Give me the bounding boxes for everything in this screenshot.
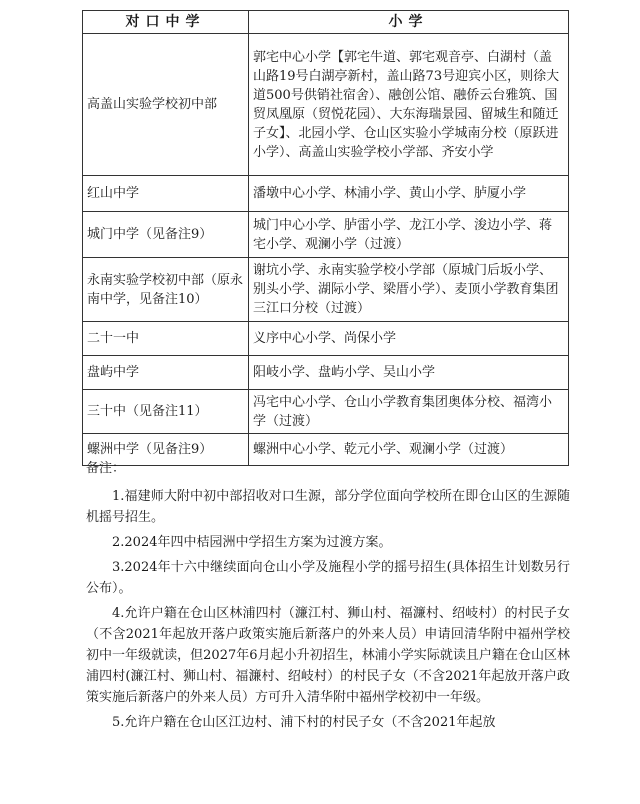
primary-schools-cell: 谢坑小学、永南实验学校小学部（原城门后坂小学、别头小学、湖际小学、梁厝小学）、麦顶小学教育集团三江口分校（过渡）: [249, 258, 569, 322]
table-row: [83, 212, 569, 258]
table-header-row: [83, 11, 569, 34]
note-item: 3.2024年十六中继续面向仓山小学及施程小学的摇号招生(具体招生计划数另行公布）。: [86, 560, 570, 596]
primary-schools-cell: 郭宅中心小学【郭宅牛道、郭宅观音亭、白湖村（盖山路19号白湖亭新村，盖山路73号迎宾小区，则徐大道500号供销社宿舍）、融创公馆、融侨云台雅筑、国贸凤凰原（贸悦花园）、大东海瑞景园、留城生和随迁子女】、北园小学、仓山区实验小学城南分校（原跃进小学）、高盖山实验学校小学部、齐安小学: [249, 34, 569, 176]
school-assignment-table: [82, 10, 569, 466]
primary-schools-cell: 冯宅中心小学、仓山小学教育集团奥体分校、福湾小学（过渡）: [249, 390, 569, 434]
note-item: 2.2024年四中桔园洲中学招生方案为过渡方案。: [112, 535, 392, 550]
primary-schools-cell: 潘墩中心小学、林浦小学、黄山小学、胪厦小学: [249, 176, 569, 212]
table-row: [83, 176, 569, 212]
primary-schools-cell: 城门中心小学、胪雷小学、龙江小学、浚边小学、蒋宅小学、观澜小学（过渡）: [249, 212, 569, 258]
middle-school-cell: 城门中学（见备注9）: [83, 212, 249, 258]
header-primary-school: 小学: [249, 11, 569, 34]
primary-schools-cell: 螺洲中心小学、乾元小学、观澜小学（过渡）: [249, 434, 569, 466]
notes-section: [86, 458, 570, 737]
middle-school-cell: 高盖山实验学校初中部: [83, 34, 249, 176]
note-item: 1.福建师大附中初中部招收对口生源，部分学位面向学校所在即仓山区的生源随机摇号招生。: [86, 489, 570, 525]
middle-school-cell: 红山中学: [83, 176, 249, 212]
note-item: 5.允许户籍在仓山区江边村、浦下村的村民子女（不含2021年起放: [112, 715, 496, 730]
primary-schools-cell: 义序中心小学、尚保小学: [249, 322, 569, 356]
table-row: [83, 390, 569, 434]
middle-school-cell: 永南实验学校初中部（原永南中学，见备注10）: [83, 258, 249, 322]
middle-school-cell: 三十中（见备注11）: [83, 390, 249, 434]
middle-school-cell: 螺洲中学（见备注9）: [83, 434, 249, 466]
header-middle-school: 对口中学: [83, 11, 249, 34]
table-row: [83, 322, 569, 356]
primary-schools-cell: 阳岐小学、盘屿小学、吴山小学: [249, 356, 569, 390]
table-row: [83, 258, 569, 322]
notes-title: 备注：: [86, 461, 126, 476]
middle-school-cell: 二十一中: [83, 322, 249, 356]
table-row: [83, 356, 569, 390]
table-row: [83, 34, 569, 176]
note-item: 4.允许户籍在仓山区林浦四村（濂江村、狮山村、福濂村、绍岐村）的村民子女（不含2021年起放开落户政策实施后新落户的外来人员）申请回清华附中福州学校初中一年级就读，但2027年6月起小升初招生，林浦小学实际就读且户籍在仓山区林浦四村(濂江村、狮山村、福濂村、绍岐村）的村民子女（不含2021年起放开落户政策实施后新落户的外来人员）方可升入清华附中福州学校初中一年级。: [86, 606, 570, 705]
middle-school-cell: 盘屿中学: [83, 356, 249, 390]
